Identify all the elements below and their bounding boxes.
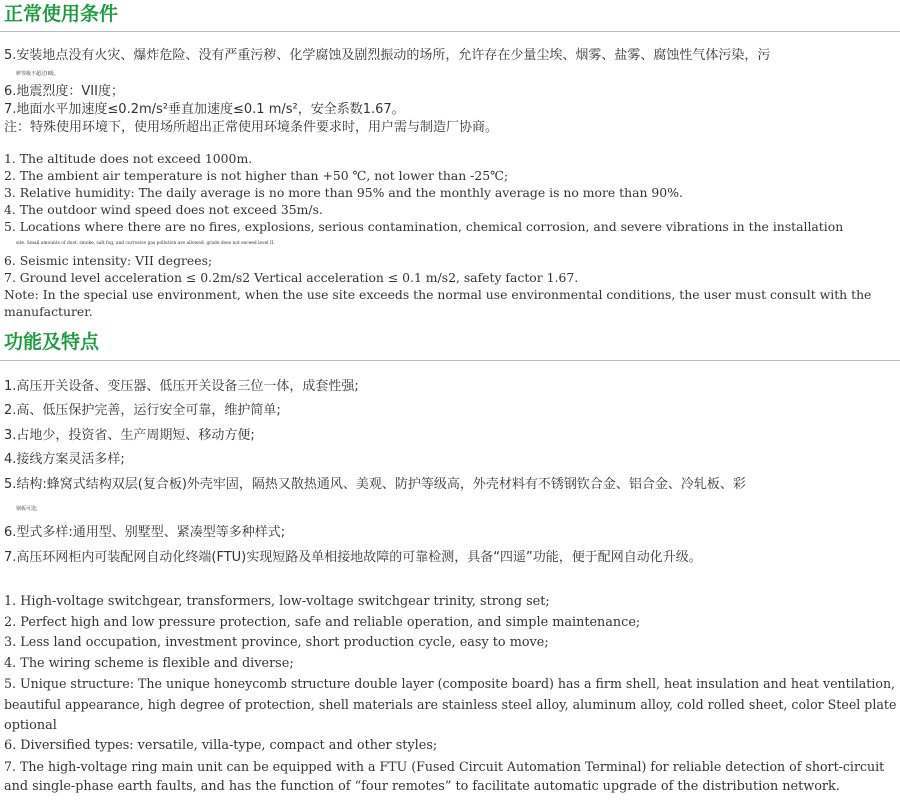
en-item-3: 3. Relative humidity: The daily average is no more than 95% and the monthly average is no more than 90%. xyxy=(4,185,683,200)
cn-item-5-cont: 秽等级不超过II级。 xyxy=(16,71,59,77)
feature-cn-6: 6.型式多样:通用型、别墅型、紧凑型等多种样式; xyxy=(4,525,286,541)
features-en xyxy=(4,592,896,798)
en-note: Note: In the special use environment, when the use site exceeds the normal use environmental conditions, the user must consult with the xyxy=(4,287,872,302)
normal-conditions-cn xyxy=(4,47,896,137)
cn-item-6: 6.地震烈度：VII度； xyxy=(4,84,124,99)
cn-item-7: 7.地面水平加速度≤0.2m/s²垂直加速度≤0.1 m/s²，安全系数1.67。 xyxy=(4,102,405,117)
feature-en-1: 1. High-voltage switchgear, transformers, low-voltage switchgear trinity, strong set; xyxy=(4,594,550,609)
en-item-2: 2. The ambient air temperature is not higher than +50 ℃, not lower than -25℃; xyxy=(4,168,509,183)
feature-en-3: 3. Less land occupation, investment province, short production cycle, easy to move; xyxy=(4,635,549,651)
en-item-7: 7. Ground level acceleration ≤ 0.2m/s2 Vertical acceleration ≤ 0.1 m/s2, safety factor 1.67. xyxy=(4,270,579,285)
en-item-5-cont: site. Small amounts of dust, smoke, salt fog, and corrosive gas pollution are allowed. grade does not exceed level II. xyxy=(16,241,275,246)
section-divider xyxy=(0,360,900,361)
section-divider xyxy=(0,31,900,32)
cn-item-5: 5.安装地点没有火灾、爆炸危险、没有严重污秽、化学腐蚀及剧烈振动的场所，允许存在少量尘埃、烟雾、盐雾、腐蚀性气体污染，污 xyxy=(4,48,771,63)
feature-cn-5-cont: 钢板可选; xyxy=(16,506,38,513)
feature-cn-3: 3.占地少，投资省、生产周期短、移动方便; xyxy=(4,427,255,443)
feature-cn-4: 4.接线方案灵活多样; xyxy=(4,452,125,468)
en-item-1: 1. The altitude does not exceed 1000m. xyxy=(4,151,253,166)
feature-en-6: 6. Diversified types: versatile, villa-type, compact and other styles; xyxy=(4,738,438,754)
en-note-cont: manufacturer. xyxy=(4,304,93,319)
feature-cn-1: 1.高压开关设备、变压器、低压开关设备三位一体，成套性强; xyxy=(4,379,359,394)
feature-en-4: 4. The wiring scheme is flexible and diverse; xyxy=(4,655,294,671)
section-title-normal-conditions: 正常使用条件 xyxy=(4,3,119,25)
en-item-5: 5. Locations where there are no fires, explosions, serious contamination, chemical corrosion, and severe vibrations in the installation xyxy=(4,219,844,234)
normal-conditions-en xyxy=(4,150,896,320)
feature-cn-2: 2.高、低压保护完善，运行安全可靠，维护简单; xyxy=(4,403,281,419)
section-title-features: 功能及特点 xyxy=(4,331,100,353)
feature-en-5: 5. Unique structure: The unique honeycomb structure double layer (composite board) has a firm shell, heat insulation and heat ventilation, xyxy=(4,676,896,692)
cn-note: 注：特殊使用环境下，使用场所超出正常使用环境条件要求时，用户需与制造厂协商。 xyxy=(4,120,499,135)
feature-en-2: 2. Perfect high and low pressure protection, safe and reliable operation, and simple maintenance; xyxy=(4,614,641,630)
feature-en-5-cont2: optional xyxy=(4,717,57,733)
en-item-6: 6. Seismic intensity: VII degrees; xyxy=(4,253,213,268)
feature-en-7-cont: and single-phase earth faults, and has the function of “four remotes” to facilitate automatic upgrade of the distribution network. xyxy=(4,779,840,795)
feature-cn-7: 7.高压环网柜内可装配网自动化终端(FTU)实现短路及单相接地故障的可靠检测，具备“四遥”功能，便于配网自动化升级。 xyxy=(4,549,702,565)
en-item-4: 4. The outdoor wind speed does not exceed 35m/s. xyxy=(4,202,323,217)
feature-en-5-cont: beautiful appearance, high degree of protection, shell materials are stainless steel alloy, aluminum alloy, cold rolled sheet, color Steel plate xyxy=(4,696,897,712)
feature-en-7: 7. The high-voltage ring main unit can be equipped with a FTU (Fused Circuit Automation Terminal) for reliable detection of short-circuit xyxy=(4,758,885,774)
feature-cn-5: 5.结构:蜂窝式结构双层(复合板)外壳牢固，隔热又散热通风、美观、防护等级高，外壳材料有不锈钢钦合金、铝合金、冷轧板、彩 xyxy=(4,476,746,492)
features-cn xyxy=(4,375,896,570)
